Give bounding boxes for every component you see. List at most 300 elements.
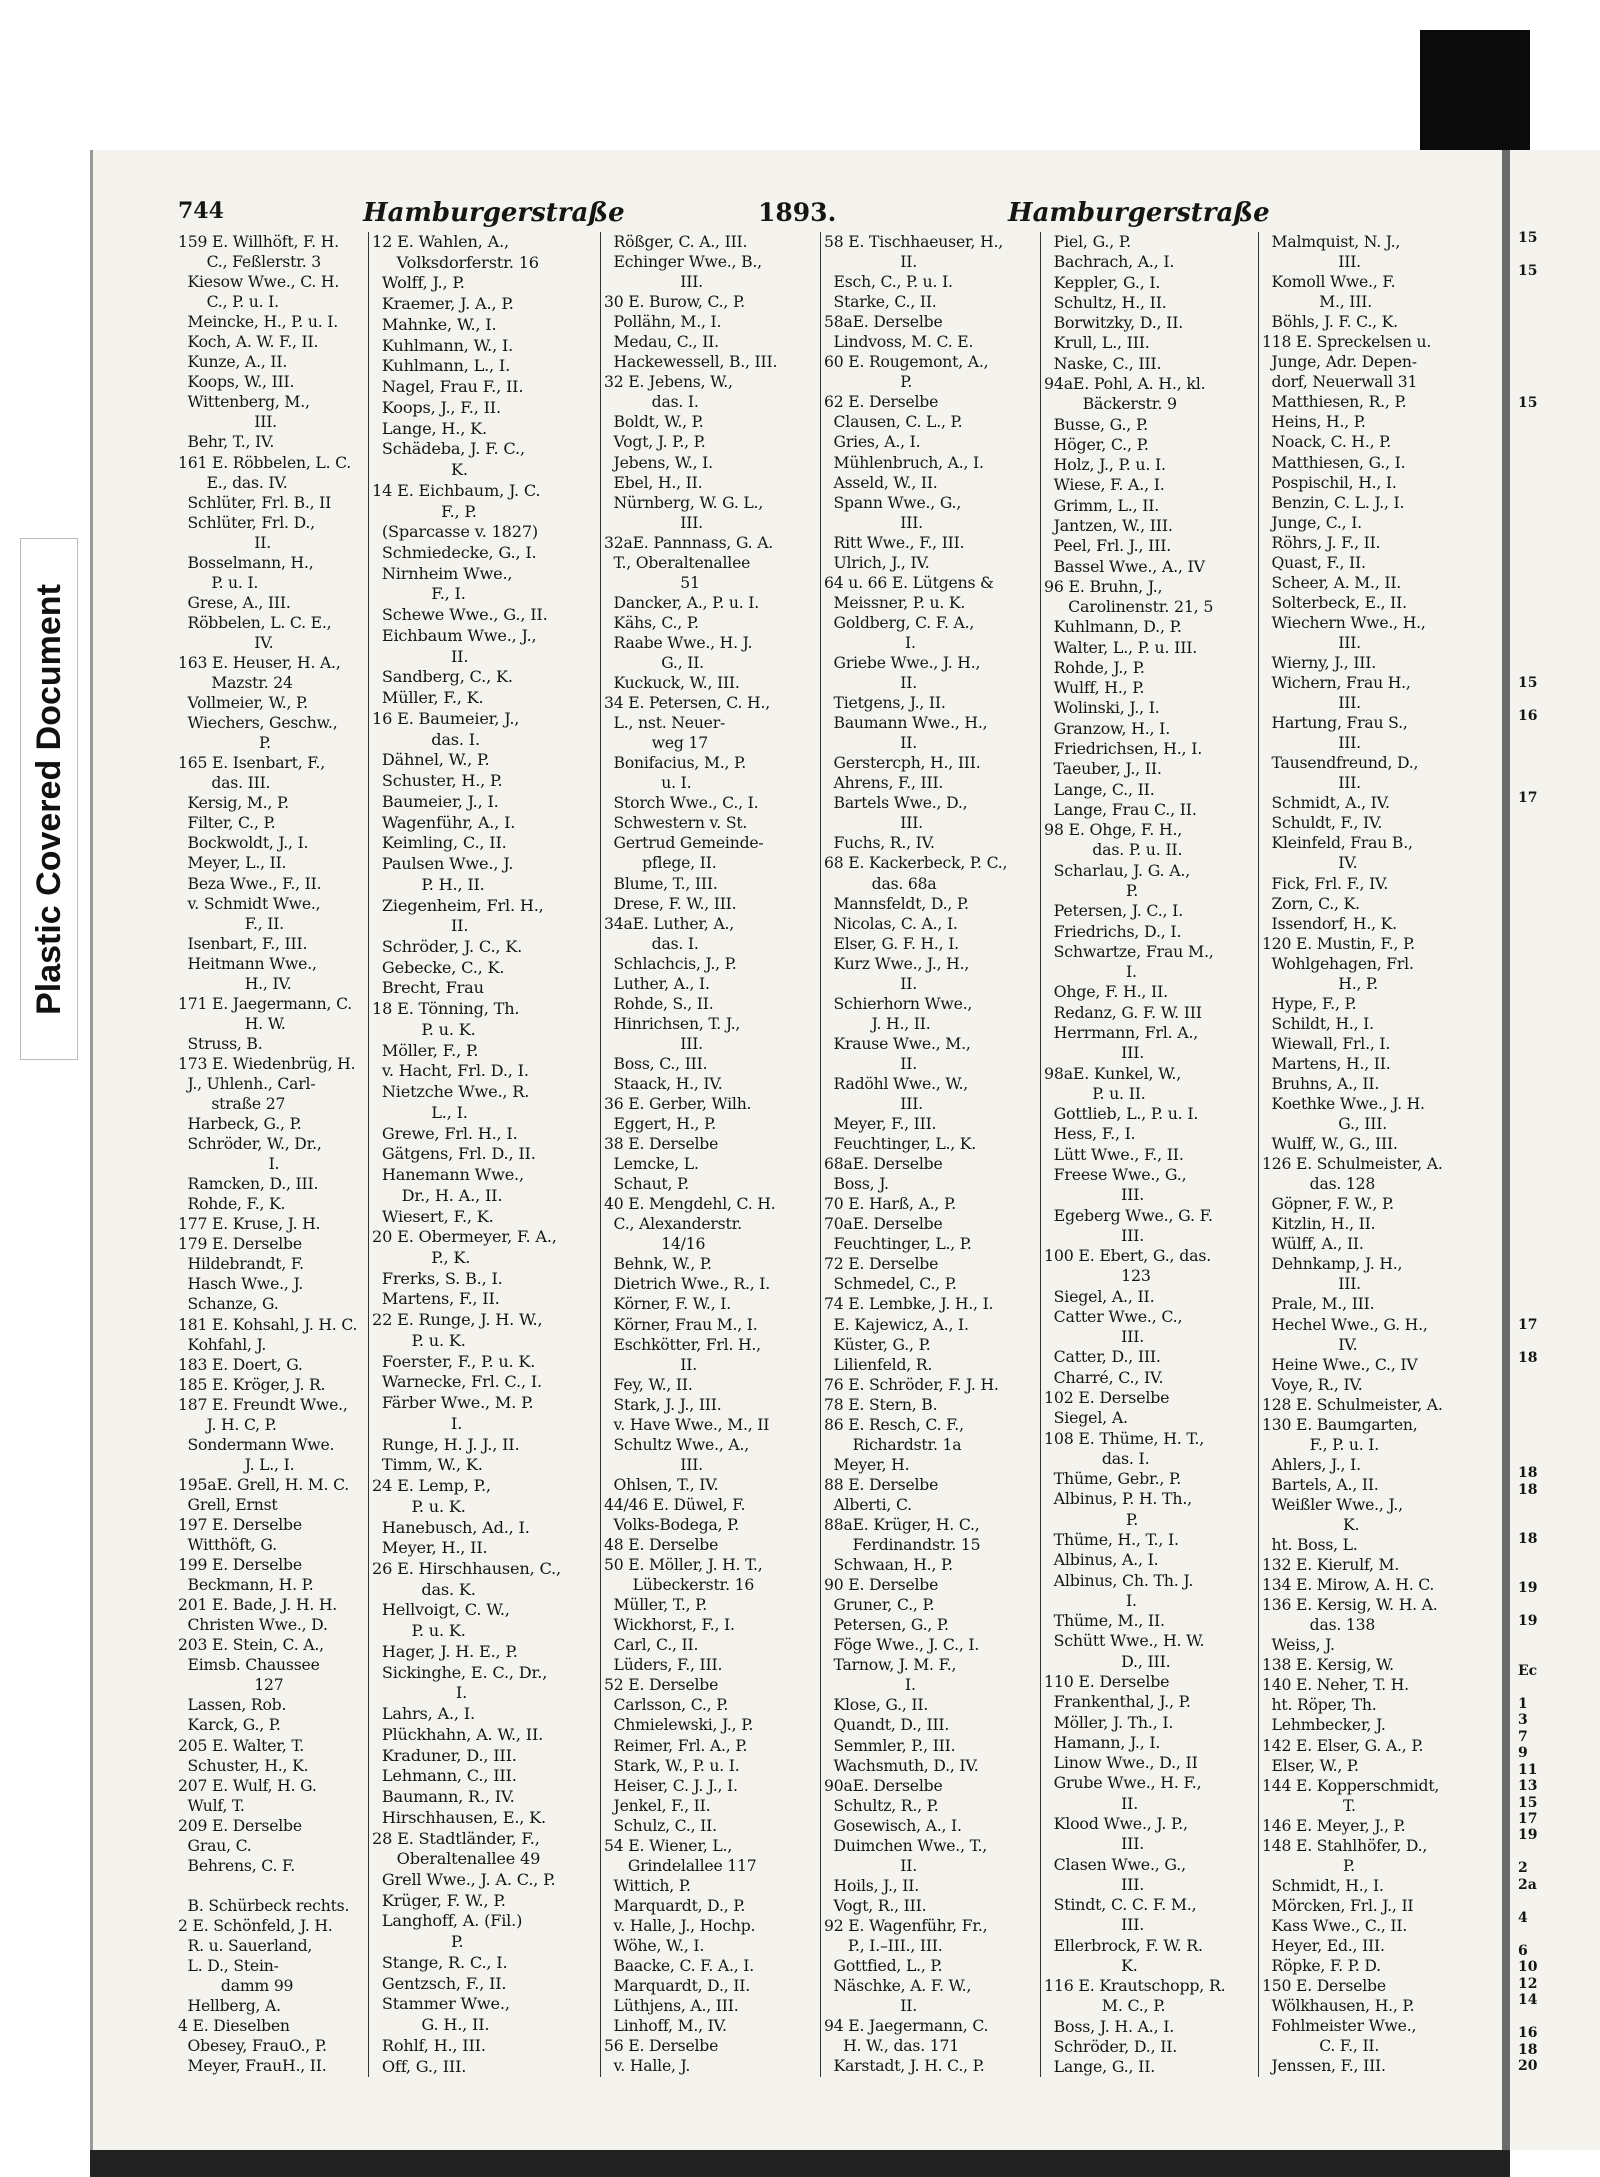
directory-entry-line: IV. [1262, 1334, 1358, 1354]
directory-entry-line: P. H., II. [372, 874, 485, 894]
plastic-covered-label [20, 538, 78, 1060]
directory-entry-line: damm 99 [178, 1976, 294, 1996]
directory-entry-line: Wiechern Wwe., H., [1262, 612, 1426, 632]
adjacent-page-fragment: 2a [1518, 1876, 1537, 1893]
directory-entry-line: Jantzen, W., III. [1044, 515, 1173, 535]
directory-entry-line: 205 E. Walter, T. [178, 1735, 305, 1755]
directory-entry-line: Drese, F. W., III. [604, 893, 737, 913]
adjacent-page-fragment [1518, 1679, 1558, 1695]
directory-entry-line: 98aE. Kunkel, W., [1044, 1063, 1182, 1083]
adjacent-page-fragment [1518, 592, 1558, 608]
directory-entry-line: 70 E. Harß, A., P. [824, 1194, 956, 1214]
directory-entry-line: 163 E. Heuser, H. A., [178, 652, 341, 672]
directory-entry-line: Kuhlmann, L., I. [372, 356, 511, 376]
directory-entry-line: pflege, II. [604, 853, 717, 873]
directory-entry-line: Kraduner, D., III. [372, 1745, 517, 1765]
adjacent-page-fragment: 19 [1518, 1580, 1538, 1597]
directory-entry-line: Stark, W., P. u. I. [604, 1755, 740, 1775]
adjacent-page-fragment [1518, 658, 1558, 674]
directory-entry-line: Küster, G., P. [824, 1334, 931, 1354]
directory-entry-line: Thüme, Gebr., P. [1044, 1469, 1182, 1489]
adjacent-page-fragment [1518, 1416, 1558, 1432]
directory-entry-line: Schuster, H., P. [372, 771, 503, 791]
directory-entry-line: Körner, F. W., I. [604, 1294, 731, 1314]
adjacent-page-fragment [1518, 1366, 1558, 1382]
directory-entry-line: Mazstr. 24 [178, 673, 293, 693]
directory-entry-line: 187 E. Freundt Wwe., [178, 1394, 348, 1414]
directory-entry-line: 127 [178, 1675, 284, 1695]
adjacent-page-fragment: 1 [1518, 1695, 1528, 1712]
directory-entry-line: Lüders, F., III. [604, 1655, 723, 1675]
directory-entry-line: Eschkötter, Frl. H., [604, 1334, 761, 1354]
directory-entry-line: III. [824, 813, 923, 833]
directory-entry-line: Grindelallee 117 [604, 1855, 757, 1875]
directory-entry-line: 134 E. Mirow, A. H. C. [1262, 1575, 1435, 1595]
adjacent-page-fragment [1518, 461, 1558, 477]
directory-entry-line: Herrmann, Frl. A., [1044, 1022, 1199, 1042]
year-heading: 1893. [758, 198, 837, 227]
directory-entry-line: Lahrs, A., I. [372, 1704, 475, 1724]
directory-entry-line: Richardstr. 1a [824, 1434, 962, 1454]
directory-entry-line: C., Feßlerstr. 3 [178, 252, 322, 272]
adjacent-page-fragment: 18 [1518, 1531, 1538, 1548]
directory-entry-line: Lehmbecker, J. [1262, 1715, 1386, 1735]
directory-entry-line: Matthiesen, G., I. [1262, 452, 1406, 472]
directory-entry-line: Schädeba, J. F. C., [372, 439, 525, 459]
adjacent-page-fragment [1518, 1597, 1558, 1613]
directory-entry-line: K. [1044, 1955, 1138, 1975]
adjacent-page-fragment [1518, 1251, 1558, 1267]
directory-entry-line: 94aE. Pohl, A. H., kl. [1044, 373, 1206, 393]
directory-entry-line: Malmquist, N. J., [1262, 232, 1401, 251]
adjacent-page-fragment: 18 [1518, 2041, 1538, 2058]
directory-entry-line: Bosselmann, H., [178, 552, 314, 572]
adjacent-page-fragment [1518, 1152, 1558, 1168]
directory-entry-line: Heyer, Ed., III. [1262, 1935, 1385, 1955]
scan-border-right [1420, 30, 1530, 150]
directory-entry-line: I. [372, 1683, 468, 1703]
directory-entry-line: Bartels Wwe., D., [824, 793, 968, 813]
adjacent-page-fragment [1518, 1103, 1558, 1119]
directory-entry-line: Mannsfeldt, D., P. [824, 893, 969, 913]
directory-entry-line: 159 E. Willhöft, F. H. [178, 232, 339, 251]
adjacent-page-fragment [1518, 642, 1558, 658]
directory-entry-line: Spann Wwe., G., [824, 492, 962, 512]
directory-entry-line: Ritt Wwe., F., III. [824, 532, 965, 552]
adjacent-page-fragment [1518, 1449, 1558, 1465]
column-rule [1040, 232, 1041, 2077]
directory-entry-line: 58aE. Derselbe [824, 312, 943, 332]
directory-entry-line: Siegel, A., II. [1044, 1286, 1155, 1306]
directory-entry-line: Wichern, Frau H., [1262, 673, 1411, 693]
directory-entry-line: das. I. [604, 933, 699, 953]
directory-entry-line: ht. Boss, L. [1262, 1535, 1358, 1555]
directory-entry-line: Baumeier, J., I. [372, 791, 499, 811]
adjacent-page-fragment [1518, 1498, 1558, 1514]
directory-entry-line: Bassel Wwe., A., IV [1044, 556, 1205, 576]
adjacent-page-fragment [1518, 1086, 1558, 1102]
directory-entry-line: 92 E. Wagenführ, Fr., [824, 1915, 988, 1935]
directory-entry-line: Rößger, C. A., III. [604, 232, 748, 251]
directory-entry-line: Wohlgehagen, Frl. [1262, 953, 1414, 973]
directory-entry-line: Tietgens, J., II. [824, 693, 946, 713]
adjacent-page-fragment: 12 [1518, 1975, 1538, 1992]
directory-entry-line: Höger, C., P. [1044, 434, 1149, 454]
directory-entry-line: Kraemer, J. A., P. [372, 294, 514, 314]
directory-entry-line: 185 E. Kröger, J. R. [178, 1374, 326, 1394]
directory-entry-line: Ziegenheim, Frl. H., [372, 895, 544, 915]
directory-entry-line: Scharlau, J. G. A., [1044, 860, 1191, 880]
directory-entry-line: Gertrud Gemeinde- [604, 833, 764, 853]
directory-entry-line: 70aE. Derselbe [824, 1214, 943, 1234]
adjacent-page-fragment [1518, 1564, 1558, 1580]
directory-entry-line: J. H., II. [824, 1013, 931, 1033]
adjacent-page-fragment [1518, 1021, 1558, 1037]
directory-entry-line: II. [824, 1053, 917, 1073]
directory-entry-line: Schmidt, H., I. [1262, 1875, 1384, 1895]
directory-entry-line: 96 E. Bruhn, J., [1044, 576, 1163, 596]
adjacent-page-fragment [1518, 345, 1558, 361]
directory-entry-line: 58 E. Tischhaeuser, H., [824, 232, 1004, 251]
directory-entry-line: Gerstercph, H., III. [824, 753, 981, 773]
adjacent-page-fragment [1518, 1399, 1558, 1415]
directory-entry-line: H. W. [178, 1013, 286, 1033]
directory-entry-line: Kunze, A., II. [178, 352, 288, 372]
running-title-left: Hamburgerstraße [363, 198, 625, 228]
directory-entry-line: 98 E. Ohge, F. H., [1044, 820, 1183, 840]
directory-entry-line: Schierhorn Wwe., [824, 993, 973, 1013]
directory-entry-line: Schuster, H., K. [178, 1755, 309, 1775]
column-rule [600, 232, 601, 2077]
directory-entry-line: 20 E. Obermeyer, F. A., [372, 1227, 557, 1247]
adjacent-page-fragment: 17 [1518, 1811, 1538, 1827]
adjacent-page-fragment [1518, 971, 1558, 987]
adjacent-page-fragment: 15 [1518, 674, 1538, 691]
directory-entry-line: Benzin, C. L. J., I. [1262, 492, 1405, 512]
directory-entry-line: Thüme, M., II. [1044, 1611, 1165, 1631]
adjacent-page-fragment [1518, 955, 1558, 971]
directory-entry-line: 34aE. Luther, A., [604, 913, 735, 933]
adjacent-page-fragment [1518, 1169, 1558, 1185]
adjacent-page-fragment: 16 [1518, 2025, 1538, 2042]
directory-entry-line: 32aE. Pannnass, G. A. [604, 532, 774, 552]
directory-entry-line: dorf, Neuerwall 31 [1262, 372, 1418, 392]
adjacent-page-fragment [1518, 1235, 1558, 1251]
directory-entry-line: 16 E. Baumeier, J., [372, 708, 520, 728]
directory-entry-line: Tarnow, J. M. F., [824, 1655, 957, 1675]
directory-entry-line: L., I. [372, 1102, 468, 1122]
directory-entry-line: Volksdorferstr. 16 [372, 252, 539, 272]
directory-entry-line: Chmielewski, J., P. [604, 1715, 754, 1735]
directory-entry-line: Lilienfeld, R. [824, 1354, 933, 1374]
adjacent-page-fragment [1518, 839, 1558, 855]
directory-entry-line: 32 E. Jebens, W., [604, 372, 733, 392]
directory-entry-line: Kuhlmann, D., P. [1044, 617, 1182, 637]
directory-entry-line: Behnk, W., P. [604, 1254, 712, 1274]
directory-entry-line: Hartung, Frau S., [1262, 713, 1408, 733]
directory-entry-line: Meyer, H., II. [372, 1538, 488, 1558]
directory-entry-line: K. [372, 460, 468, 480]
directory-entry-line: 72 E. Derselbe [824, 1254, 939, 1274]
directory-entry-line: 146 E. Meyer, J., P. [1262, 1815, 1406, 1835]
directory-entry-line: Elser, W., P. [1262, 1755, 1359, 1775]
directory-entry-line: Thüme, H., T., I. [1044, 1530, 1179, 1549]
directory-entry-line: das. 68a [824, 873, 937, 893]
directory-entry-line: Nicolas, C. A., I. [824, 913, 958, 933]
directory-entry-line: Griebe Wwe., J. H., [824, 652, 981, 672]
directory-entry-line: 74 E. Lembke, J. H., I. [824, 1294, 994, 1314]
directory-entry-line: 173 E. Wiedenbrüg, H. [178, 1053, 356, 1073]
directory-entry-line: Hellvoigt, C. W., [372, 1600, 510, 1620]
directory-entry-line: Hinrichsen, T. J., [604, 1013, 741, 1033]
adjacent-page-fragment [1518, 1053, 1558, 1069]
directory-entry-line: Ferdinandstr. 15 [824, 1535, 981, 1555]
directory-entry-line: Heitmann Wwe., [178, 953, 317, 973]
directory-entry-line: Voye, R., IV. [1262, 1374, 1363, 1394]
directory-entry-line: Brecht, Frau [372, 978, 484, 998]
directory-entry-line: Komoll Wwe., F. [1262, 272, 1396, 292]
directory-entry-line: Lehmann, C., III. [372, 1766, 517, 1786]
directory-entry-line: Elser, G. F. H., I. [824, 933, 959, 953]
directory-entry-line: Hype, F., P. [1262, 993, 1357, 1013]
directory-entry-line: Röpke, F. P. D. [1262, 1956, 1381, 1976]
directory-entry-line: P. [1262, 1855, 1355, 1875]
directory-entry-line: P. [1044, 881, 1139, 900]
directory-entry-line: Boss, J. H. A., I. [1044, 2016, 1175, 2036]
adjacent-page-fragment: 15 [1518, 230, 1538, 246]
directory-entry-line: Schwestern v. St. [604, 813, 748, 833]
directory-entry-line: IV. [178, 632, 274, 652]
directory-entry-line: Meyer, FrauH., II. [178, 2056, 327, 2076]
directory-entry-line: 60 E. Rougemont, A., [824, 352, 989, 372]
directory-entry-line: 52 E. Derselbe [604, 1675, 719, 1695]
adjacent-page-fragment [1518, 1218, 1558, 1234]
directory-entry-line: III. [1044, 1915, 1145, 1935]
directory-entry-line: Volks-Bodega, P. [604, 1515, 740, 1534]
directory-entry-line: P. [824, 372, 913, 392]
adjacent-page-fragment [1518, 1268, 1558, 1284]
adjacent-page-fragment [1518, 477, 1558, 493]
directory-entry-line: F., P. u. I. [1262, 1434, 1379, 1454]
directory-entry-line: Lübeckerstr. 16 [604, 1575, 755, 1595]
directory-entry-line: Piel, G., P. [1044, 232, 1131, 251]
directory-entry-line: Ahrens, F., III. [824, 773, 944, 793]
directory-entry-line: Hager, J. H. E., P. [372, 1641, 518, 1661]
adjacent-page-fragment [1518, 246, 1558, 262]
directory-entry-line: v. Halle, J., Hochp. [604, 1915, 756, 1935]
directory-entry-line: 12 E. Wahlen, A., [372, 232, 509, 251]
directory-entry-line: Bartels, A., II. [1262, 1474, 1379, 1494]
directory-entry-line: Hanebusch, Ad., I. [372, 1517, 530, 1537]
directory-entry-line: Prale, M., III. [1262, 1294, 1375, 1314]
directory-entry-line: 24 E. Lemp, P., [372, 1476, 491, 1496]
directory-entry-line: Wölkhausen, H., P. [1262, 1996, 1415, 2016]
directory-entry-line: Marquardt, D., P. [604, 1895, 746, 1915]
adjacent-page-fragment: 17 [1518, 789, 1538, 806]
directory-entry-line: Christen Wwe., D. [178, 1615, 328, 1635]
directory-entry-line: Eggert, H., P. [604, 1114, 716, 1134]
directory-entry-line: Mühlenbruch, A., I. [824, 452, 984, 472]
directory-entry-line: G., II. [604, 652, 704, 672]
directory-entry-line: v. Hacht, Frl. D., I. [372, 1061, 529, 1081]
directory-entry-line: Naske, C., III. [1044, 353, 1162, 373]
directory-entry-line: das. K. [372, 1579, 476, 1599]
directory-entry-line: E. Kajewicz, A., I. [824, 1314, 969, 1334]
adjacent-page-fragment [1518, 1383, 1558, 1399]
directory-entry-line: 90 E. Derselbe [824, 1575, 939, 1595]
directory-entry-line: I. [1044, 962, 1137, 982]
directory-entry-line: I. [824, 632, 916, 652]
directory-entry-line: III. [1262, 252, 1361, 272]
directory-entry-line: Schanze, G. [178, 1294, 279, 1314]
directory-entry-line: Koops, J., F., II. [372, 397, 501, 417]
adjacent-page-fragment [1518, 1548, 1558, 1564]
directory-entry-line: III. [1262, 693, 1361, 713]
directory-entry-line: Carolinenstr. 21, 5 [1044, 597, 1214, 617]
adjacent-page-fragment [1518, 312, 1558, 328]
directory-entry-line: Hasch Wwe., J. [178, 1274, 304, 1294]
directory-entry-line: 26 E. Hirschhausen, C., [372, 1559, 561, 1578]
directory-entry-line: Schröder, W., Dr., [178, 1134, 322, 1154]
adjacent-page-fragment [1518, 329, 1558, 345]
directory-entry-line: Bockwoldt, J., I. [178, 833, 309, 853]
directory-entry-line: das. 128 [1262, 1174, 1376, 1194]
adjacent-page-fragment [1518, 1202, 1558, 1218]
directory-entry-line: 68aE. Derselbe [824, 1154, 943, 1174]
directory-entry-line: Baacke, C. F. A., I. [604, 1956, 755, 1976]
directory-entry-line: 142 E. Elser, G. A., P. [1262, 1735, 1424, 1755]
directory-entry-line: Möller, J. Th., I. [1044, 1712, 1174, 1732]
directory-entry-line: Plückhahn, A. W., II. [372, 1724, 544, 1744]
adjacent-page-fragment [1518, 1185, 1558, 1201]
adjacent-page-fragment [1518, 1515, 1558, 1531]
directory-entry-line: II. [178, 532, 271, 552]
directory-entry-line: Karstadt, J. H. C., P. [824, 2056, 985, 2076]
directory-entry-line: T. [1262, 1795, 1356, 1815]
directory-entry-line: Nietzche Wwe., R. [372, 1082, 530, 1102]
adjacent-page-fragment [1518, 757, 1558, 773]
directory-entry-line: Lüthjens, A., III. [604, 1996, 739, 2016]
directory-entry-line: Gätgens, Frl. D., II. [372, 1144, 536, 1164]
adjacent-page-fragment [1518, 1432, 1558, 1448]
directory-entry-line: H. W., das. 171 [824, 2036, 959, 2056]
directory-entry-line: Ellerbrock, F. W. R. [1044, 1935, 1203, 1955]
directory-entry-line: Matthiesen, R., P. [1262, 392, 1407, 412]
directory-entry-line: Lange, G., II. [1044, 2057, 1156, 2077]
adjacent-page-fragment [1518, 905, 1558, 921]
directory-entry-line: III. [178, 412, 277, 432]
directory-entry-line: E., das. IV. [178, 472, 288, 492]
directory-entry-line: 118 E. Spreckelsen u. [1262, 332, 1432, 352]
directory-entry-line: C., P. u. I. [178, 292, 279, 312]
directory-entry-line: Gruner, C., P. [824, 1595, 935, 1615]
directory-entry-line: Ohge, F. H., II. [1044, 982, 1168, 1002]
directory-entry-line: Grimm, L., II. [1044, 495, 1160, 515]
directory-entry-line: das. III. [178, 773, 271, 793]
directory-entry-line: Wiese, F. A., I. [1044, 475, 1165, 495]
directory-entry-line: 76 E. Schröder, F. J. H. [824, 1374, 999, 1394]
directory-entry-line: Albinus, A., I. [1044, 1550, 1159, 1570]
directory-entry-line: Catter Wwe., C., [1044, 1306, 1183, 1326]
directory-entry-line: Krull, L., III. [1044, 333, 1150, 353]
directory-entry-line: Krüger, F. W., P. [372, 1890, 506, 1910]
page-number: 744 [178, 198, 224, 224]
directory-entry-line: Hoils, J., II. [824, 1875, 919, 1895]
directory-entry-line: G. H., II. [372, 2015, 490, 2035]
directory-entry-line: Sandberg, C., K. [372, 667, 513, 687]
adjacent-page-fragment: 7 [1518, 1728, 1528, 1745]
directory-entry-line: III. [604, 1454, 703, 1474]
directory-entry-line: Kuckuck, W., III. [604, 673, 740, 693]
directory-entry-line: Feuchtinger, L., P. [824, 1234, 972, 1254]
adjacent-page-fragment [1518, 806, 1558, 822]
directory-entry-line: Schmiedecke, G., I. [372, 543, 537, 563]
directory-entry-line: Fey, W., II. [604, 1374, 693, 1394]
directory-entry-line: Hellberg, A. [178, 1996, 281, 2016]
directory-entry-line: J. H. C, P. [178, 1414, 277, 1434]
directory-entry-line: Bachrach, A., I. [1044, 252, 1175, 272]
directory-entry-line: v. Have Wwe., M., II [604, 1414, 770, 1434]
directory-entry-line: Schewe Wwe., G., II. [372, 605, 548, 625]
directory-entry-line: Näschke, A. F. W., [824, 1976, 972, 1996]
directory-entry-line: Esch, C., P. u. I. [824, 272, 953, 292]
directory-entry-line: Hackewessell, B., III. [604, 352, 778, 372]
directory-entry-line: Semmler, P., III. [824, 1735, 956, 1755]
directory-entry-line: Meincke, H., P. u. I. [178, 312, 338, 332]
directory-entry-line: Ahlers, J., I. [1262, 1454, 1361, 1474]
directory-entry-line: Lütt Wwe., F., II. [1044, 1144, 1184, 1164]
directory-entry-line: Issendorf, H., K. [1262, 913, 1397, 933]
directory-entry-line: 148 E. Stahlhöfer, D., [1262, 1835, 1428, 1855]
directory-entry-line: Wittenberg, M., [178, 392, 310, 412]
column-rule [820, 232, 821, 2077]
directory-entry-line: Ebel, H., II. [604, 472, 703, 492]
directory-entry-line: Alberti, C. [824, 1494, 912, 1514]
directory-entry-line: 165 E. Isenbart, F., [178, 753, 325, 773]
directory-entry-line: 50 E. Möller, J. H. T., [604, 1555, 763, 1575]
adjacent-page-fragment: 14 [1518, 1992, 1538, 2009]
directory-entry-line: Isenbart, F., III. [178, 933, 308, 953]
directory-entry-line: P. u. K. [372, 1019, 476, 1039]
directory-entry-line: weg 17 [604, 733, 708, 753]
directory-entry-line: Redanz, G. F. W. III [1044, 1002, 1202, 1022]
directory-entry-line: P. u. II. [1044, 1083, 1146, 1103]
directory-entry-line: Weißler Wwe., J., [1262, 1494, 1403, 1514]
directory-entry-line: Lemcke, L. [604, 1154, 699, 1174]
adjacent-page-fragment: 18 [1518, 1481, 1538, 1498]
directory-entry-line: P. [372, 1932, 464, 1952]
directory-entry-line: Röhrs, J. F., II. [1262, 532, 1381, 552]
directory-entry-line: Eimsb. Chaussee [178, 1655, 320, 1675]
directory-entry-line: III. [1262, 773, 1361, 793]
directory-entry-line: 88 E. Derselbe [824, 1474, 939, 1494]
directory-entry-line: 123 [1044, 1266, 1151, 1286]
directory-entry-line: Hess, F., I. [1044, 1124, 1136, 1144]
directory-entry-line: das. P. u. II. [1044, 840, 1183, 860]
adjacent-page-fragment [1518, 1630, 1558, 1646]
directory-entry-line: Mahnke, W., I. [372, 314, 497, 334]
directory-entry-line: Kurz Wwe., J., H., [824, 953, 970, 973]
directory-entry-line: 150 E. Derselbe [1262, 1976, 1386, 1996]
directory-entry-line: Gries, A., I. [824, 432, 921, 452]
directory-entry-line: Stark, J. J., III. [604, 1394, 722, 1414]
directory-column-1 [178, 232, 366, 2077]
directory-entry-line: straße 27 [178, 1094, 286, 1114]
directory-entry-line: Behr, T., IV. [178, 432, 275, 452]
directory-entry-line: III. [1044, 1185, 1145, 1205]
directory-entry-line: Dancker, A., P. u. I. [604, 592, 759, 612]
directory-entry-line: 30 E. Burow, C., P. [604, 292, 745, 312]
